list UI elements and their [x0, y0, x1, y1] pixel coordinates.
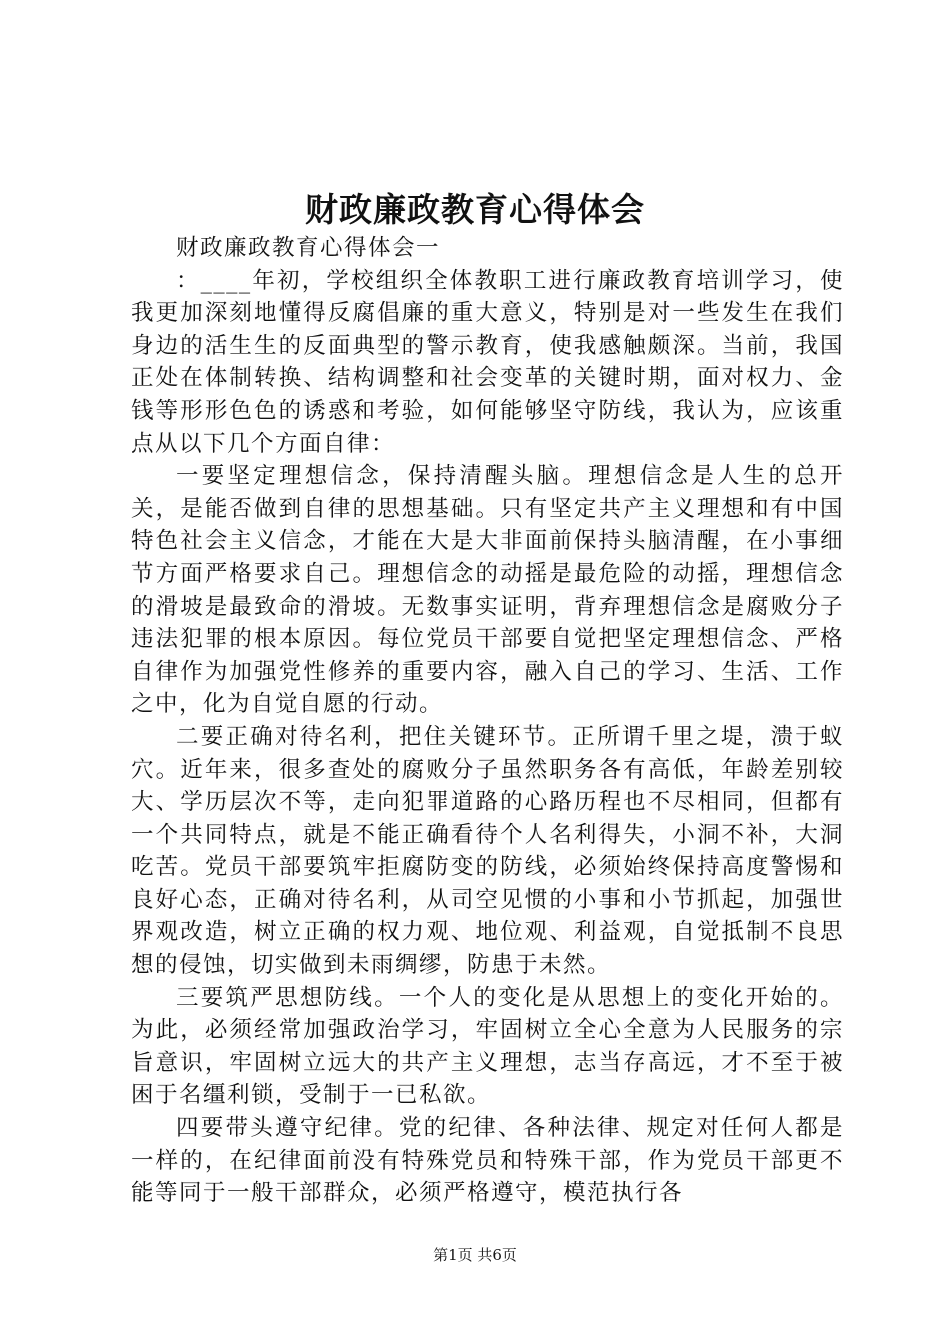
paragraph-point-four: 四要带头遵守纪律。党的纪律、各种法律、规定对任何人都是一样的，在纪律面前没有特殊党员和特殊干部，作为党员干部更不能等同于一般干部群众，必须严格遵守，模范执行各	[131, 1115, 844, 1207]
paragraph-point-three: 三要筑严思想防线。一个人的变化是从思想上的变化开始的。为此，必须经常加强政治学习，牢固树立全心全意为人民服务的宗旨意识，牢固树立远大的共产主义理想，志当存高远，才不至于被困于名缰利锁，受制于一已私欲。	[131, 984, 844, 1109]
paragraph-point-two: 二要正确对待名利，把住关键环节。正所谓千里之堤，溃于蚁穴。近年来，很多查处的腐败分子虽然职务各有高低，年龄差别较大、学历层次不等，走向犯罪道路的心路历程也不尽相同，但都有一个共同特点，就是不能正确看待个人名利得失，小洞不补，大洞吃苦。党员干部要筑牢拒腐防变的防线，必须始终保持高度警惕和良好心态，正确对待名利，从司空见惯的小事和小节抓起，加强世界观改造，树立正确的权力观、地位观、利益观，自觉抵制不良思想的侵蚀，切实做到未雨绸缪，防患于未然。	[131, 723, 844, 979]
paragraph-intro: ：____年初，学校组织全体教职工进行廉政教育培训学习，使我更加深刻地懂得反腐倡廉的重大意义，特别是对一些发生在我们身边的活生生的反面典型的警示教育，使我感触颇深。当前，我国正处在体制转换、结构调整和社会变革的关键时期，面对权力、金钱等形形色色的诱惑和考验，如何能够坚守防线，我认为，应该重点从以下几个方面自律：	[131, 267, 844, 457]
document-body	[131, 232, 844, 1210]
document-title: 财政廉政教育心得体会	[305, 190, 645, 229]
paragraph-point-one: 一要坚定理想信念，保持清醒头脑。理想信念是人生的总开关，是能否做到自律的思想基础。只有坚定共产主义理想和有中国特色社会主义信念，才能在大是大非面前保持头脑清醒，在小事细节方面严格要求自己。理想信念的动摇是最危险的动摇，理想信念的滑坡是最致命的滑坡。无数事实证明，背弃理想信念是腐败分子违法犯罪的根本原因。每位党员干部要自觉把坚定理想信念、严格自律作为加强党性修养的重要内容，融入自己的学习、生活、工作之中，化为自觉自愿的行动。	[131, 463, 844, 718]
page-footer: 第1页 共6页	[433, 1246, 517, 1264]
paragraph-subtitle: 财政廉政教育心得体会一	[176, 235, 441, 261]
